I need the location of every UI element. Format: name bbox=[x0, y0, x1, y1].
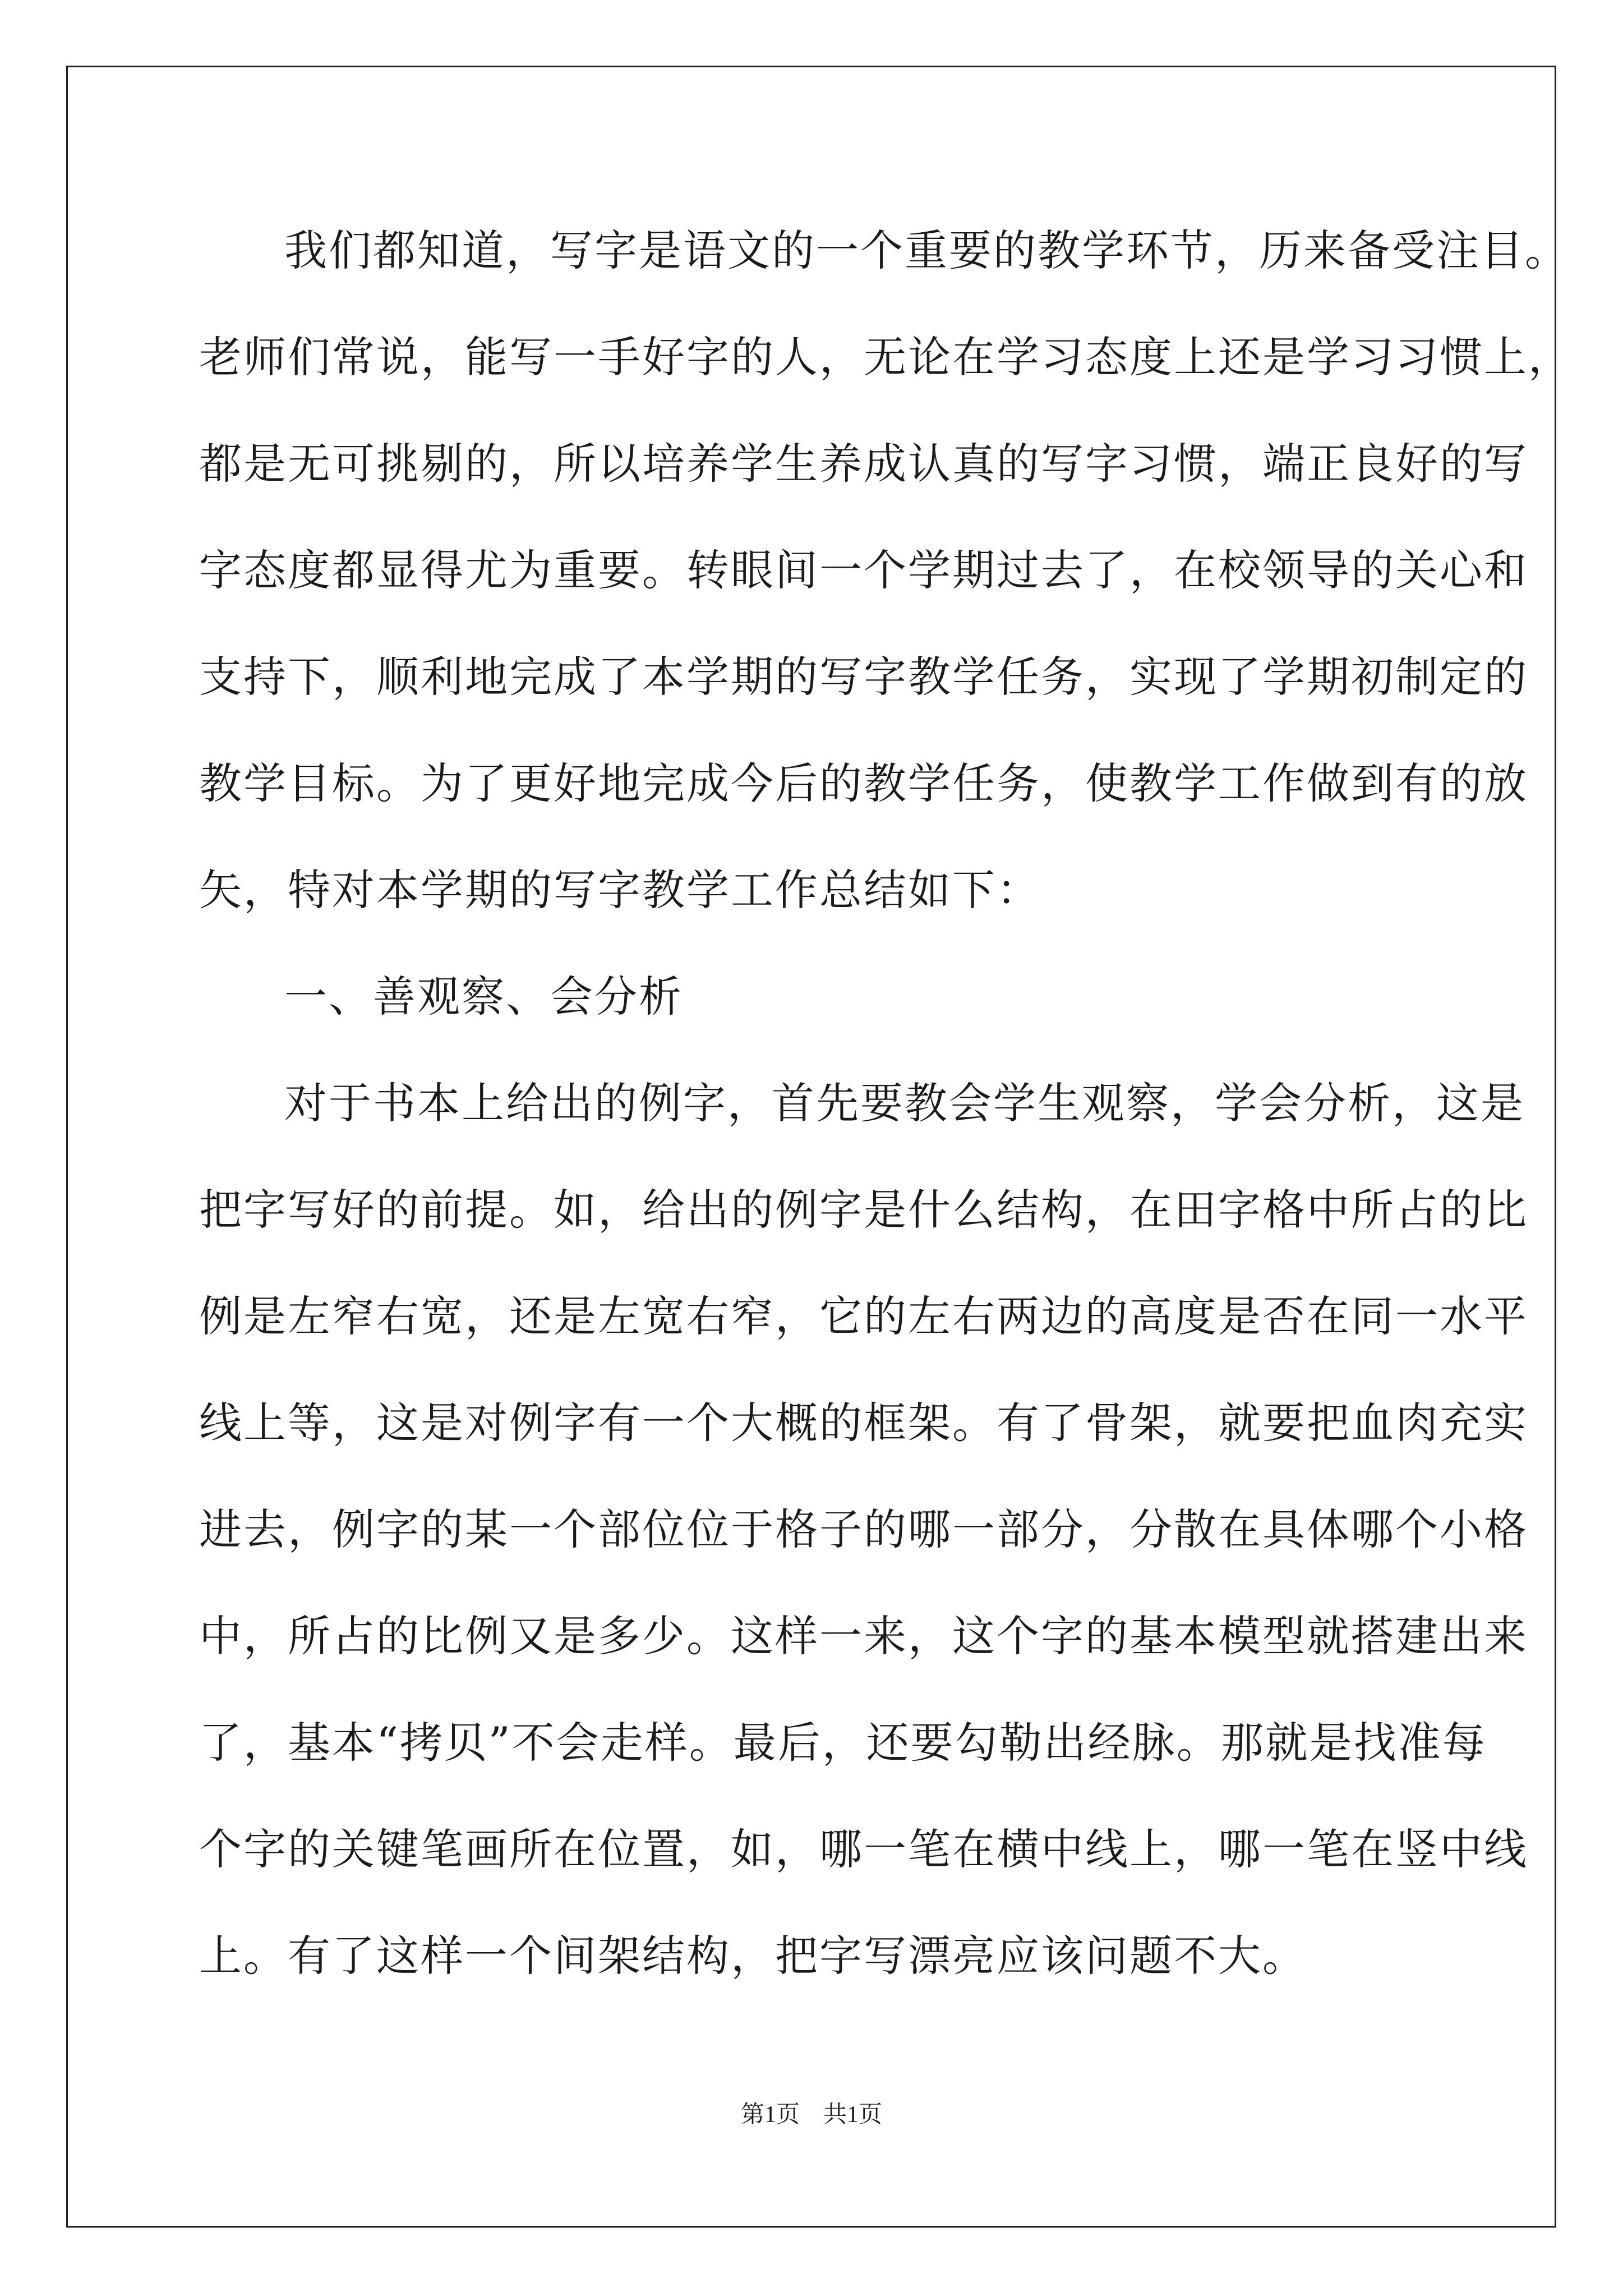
document-body bbox=[199, 217, 1573, 2029]
paragraph-2-line-9: 上。有了这样一个间架结构，把字写漂亮应该问题不大。 bbox=[199, 1931, 1307, 1981]
paragraph-1-line-2: 老师们常说，能写一手好字的人，无论在学习态度上还是学习习惯上， bbox=[199, 332, 1573, 382]
paragraph-1-line-1: 我们都知道，写字是语文的一个重要的教学环节，历来备受注目。 bbox=[284, 226, 1569, 275]
paragraph-2-line-6: 中，所占的比例又是多少。这样一来，这个字的基本模型就搭建出来 bbox=[199, 1611, 1528, 1661]
paragraph-1-line-7: 矢，特对本学期的写字教学工作总结如下： bbox=[199, 865, 1041, 915]
page-number-footer: 第1页 共1页 bbox=[740, 2102, 882, 2128]
paragraph-2-line-3: 例是左窄右宽，还是左宽右窄，它的左右两边的高度是否在同一水平 bbox=[199, 1291, 1528, 1341]
paragraph-2-line-1: 对于书本上给出的例字，首先要教会学生观察，学会分析，这是 bbox=[284, 1078, 1525, 1128]
paragraph-2-line-7: 了，基本“拷贝”不会走样。最后，还要勾勒出经脉。那就是找准每 bbox=[199, 1718, 1487, 1768]
paragraph-1-line-3: 都是无可挑剔的，所以培养学生养成认真的写字习惯，端正良好的写 bbox=[199, 439, 1528, 489]
paragraph-2-line-5: 进去，例字的某一个部位位于格子的哪一部分，分散在具体哪个小格 bbox=[199, 1504, 1528, 1554]
paragraph-2-line-2: 把字写好的前提。如，给出的例字是什么结构，在田字格中所占的比 bbox=[199, 1185, 1528, 1235]
paragraph-2-line-4: 线上等，这是对例字有一个大概的框架。有了骨架，就要把血肉充实 bbox=[199, 1398, 1528, 1448]
paragraph-2-line-8: 个字的关键笔画所在位置，如，哪一笔在横中线上，哪一笔在竖中线 bbox=[199, 1824, 1528, 1874]
section-heading: 一、善观察、会分析 bbox=[284, 972, 683, 1022]
paragraph-1-line-6: 教学目标。为了更好地完成今后的教学任务，使教学工作做到有的放 bbox=[199, 758, 1528, 808]
paragraph-1-line-5: 支持下，顺利地完成了本学期的写字教学任务，实现了学期初制定的 bbox=[199, 652, 1528, 702]
paragraph-1-line-4: 字态度都显得尤为重要。转眼间一个学期过去了，在校领导的关心和 bbox=[199, 545, 1528, 595]
